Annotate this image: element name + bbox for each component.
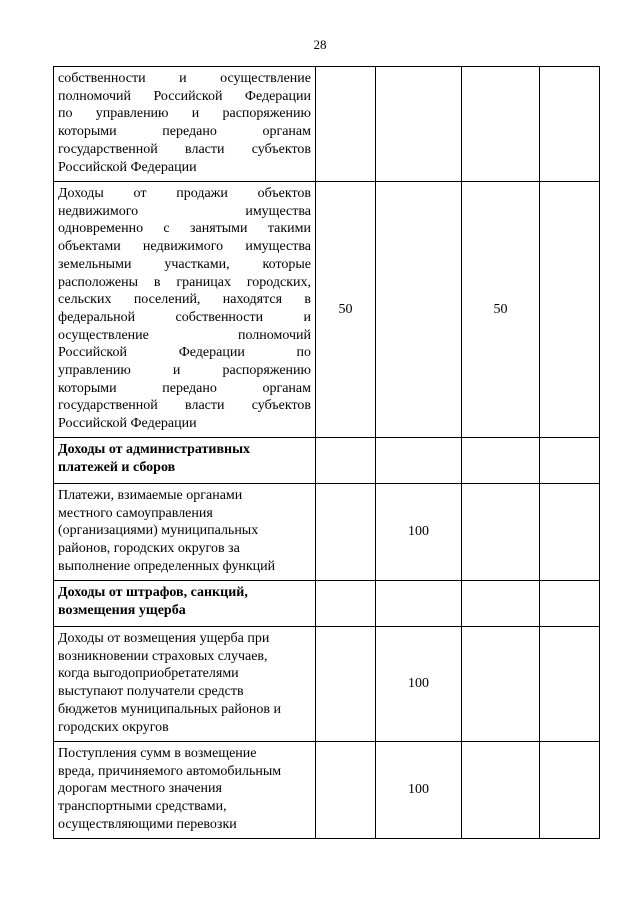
text-line: земельными участками, которые <box>58 256 311 272</box>
text-line: Доходы от административных <box>58 442 251 457</box>
text-line: осуществление полномочий <box>58 327 311 343</box>
text-line: бюджетов муниципальных районов и <box>58 701 281 717</box>
text-line: сельских поселений, находятся в <box>58 292 311 308</box>
text-line: вреда, причиняемого автомобильным <box>58 763 282 779</box>
text-line: объектами недвижимого имущества <box>58 239 311 255</box>
text-line: (организациями) муниципальных <box>58 523 259 539</box>
value-cell-3: 50 <box>462 182 540 438</box>
section-heading <box>54 438 316 484</box>
value-cell-2: 100 <box>376 742 462 839</box>
table-row <box>54 484 600 581</box>
text-line: платежей и сборов <box>58 459 176 475</box>
text-line: выступают получатели средств <box>58 684 244 700</box>
table-row <box>54 742 600 839</box>
text-line: городских округов <box>58 719 169 735</box>
value-cell-4 <box>540 67 600 182</box>
text-line: Доходы от штрафов, санкций, <box>58 585 248 600</box>
page-number: 28 <box>313 37 327 52</box>
text-line: расположены в границах городских, <box>58 274 311 290</box>
text-line: которыми передано органам <box>58 124 311 140</box>
value-cell-2 <box>376 182 462 438</box>
value-cell-4 <box>540 627 600 742</box>
text-line: полномочий Российской Федерации <box>58 88 311 104</box>
text-line: управлению и распоряжению <box>58 363 311 379</box>
value-cell-3 <box>462 581 540 627</box>
value-cell-1 <box>316 67 376 182</box>
value-cell-4 <box>540 484 600 581</box>
text-line: выполнение определенных функций <box>58 558 276 574</box>
table-row <box>54 438 600 484</box>
row-description <box>54 742 316 839</box>
revenue-table <box>53 66 600 839</box>
text-line: которыми передано органам <box>58 380 311 396</box>
value-cell-4 <box>540 182 600 438</box>
text-line: Поступления сумм в возмещение <box>58 746 257 761</box>
row-description <box>54 67 316 182</box>
text-line: недвижимого имущества <box>58 203 311 219</box>
row-description <box>54 484 316 581</box>
text-line: возникновении страховых случаев, <box>58 648 268 664</box>
text-line: федеральной собственности и <box>58 309 311 325</box>
value-cell-1 <box>316 438 376 484</box>
text-line: Российской Федерации <box>58 416 197 432</box>
text-line: одновременно с занятыми такими <box>58 221 311 237</box>
value-cell-3 <box>462 742 540 839</box>
text-line: государственной власти субъектов <box>58 398 311 414</box>
text-line: дорогам местного значения <box>58 781 222 797</box>
value-cell-4 <box>540 581 600 627</box>
value-cell-4 <box>540 438 600 484</box>
value-cell-1 <box>316 742 376 839</box>
value-cell-1 <box>316 581 376 627</box>
text-line: осуществляющими перевозки <box>58 816 237 832</box>
text-line: по управлению и распоряжению <box>58 106 311 122</box>
value-cell-1 <box>316 484 376 581</box>
table-row <box>54 581 600 627</box>
text-line: районов, городских округов за <box>58 541 240 557</box>
text-line: транспортными средствами, <box>58 799 227 815</box>
value-cell-2 <box>376 581 462 627</box>
value-cell-2 <box>376 438 462 484</box>
value-cell-4 <box>540 742 600 839</box>
row-description <box>54 627 316 742</box>
value-cell-1 <box>316 627 376 742</box>
text-line: собственности и осуществление <box>58 71 311 86</box>
text-line: Доходы от продажи объектов <box>58 186 311 201</box>
text-line: Российской Федерации <box>58 159 197 175</box>
text-line: местного самоуправления <box>58 505 213 521</box>
table-row <box>54 67 600 182</box>
value-cell-3 <box>462 484 540 581</box>
text-line: Российской Федерации по <box>58 345 311 361</box>
text-line: возмещения ущерба <box>58 602 186 618</box>
text-line: государственной власти субъектов <box>58 141 311 157</box>
value-cell-3 <box>462 627 540 742</box>
text-line: Доходы от возмещения ущерба при <box>58 631 270 646</box>
table-row <box>54 627 600 742</box>
text-line: когда выгодоприобретателями <box>58 666 239 682</box>
section-heading <box>54 581 316 627</box>
value-cell-2: 100 <box>376 484 462 581</box>
value-cell-3 <box>462 438 540 484</box>
text-line: Платежи, взимаемые органами <box>58 488 243 503</box>
value-cell-2: 100 <box>376 627 462 742</box>
table-row <box>54 182 600 438</box>
value-cell-2 <box>376 67 462 182</box>
value-cell-3 <box>462 67 540 182</box>
row-description <box>54 182 316 438</box>
value-cell-1: 50 <box>316 182 376 438</box>
